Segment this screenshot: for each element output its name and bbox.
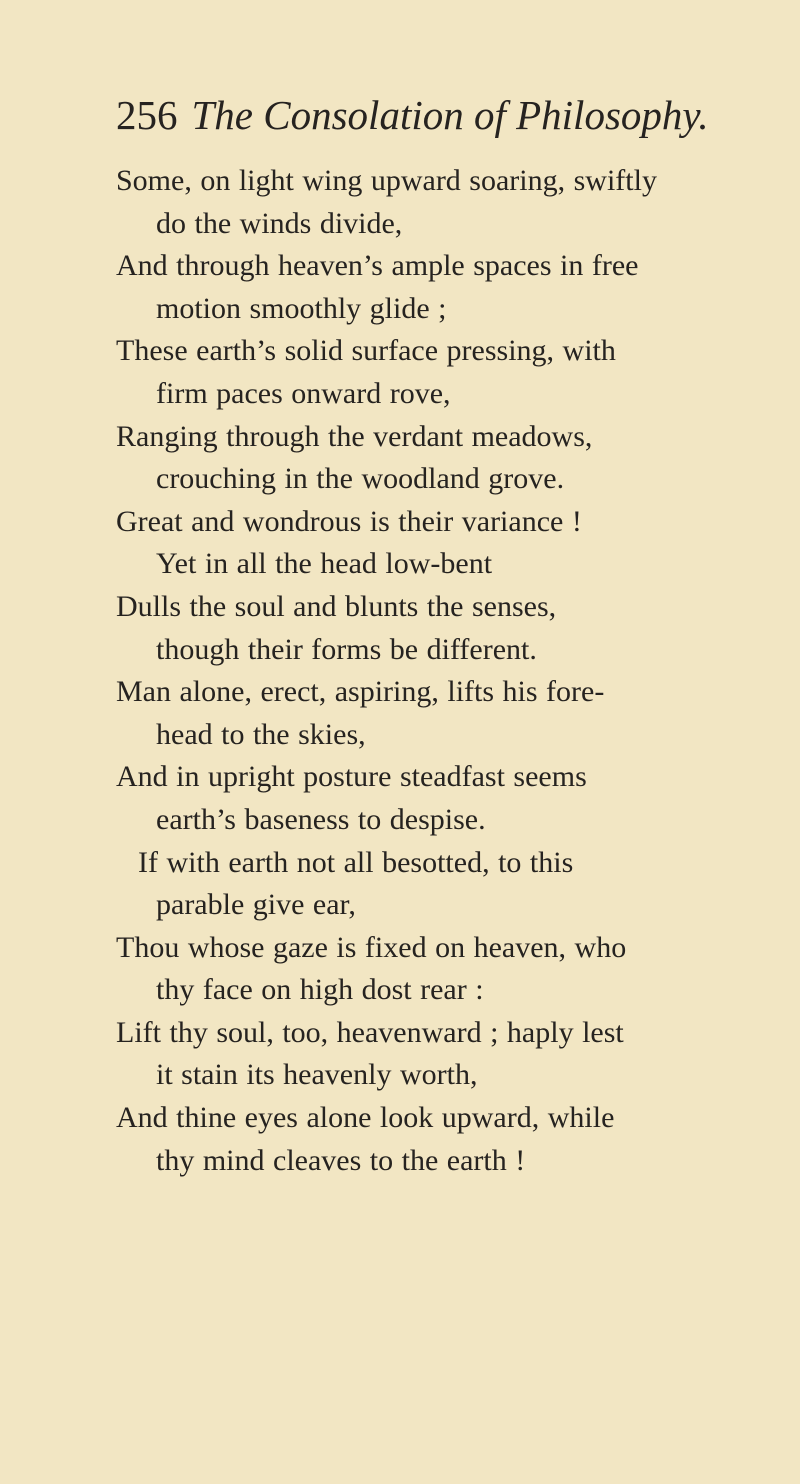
poem-line: And through heaven’s ample spaces in free: [116, 249, 639, 283]
poem-line: Ranging through the verdant meadows,: [116, 419, 593, 453]
poem-line: And thine eyes alone look upward, while: [116, 1101, 615, 1135]
poem-line: do the winds divide,: [156, 206, 403, 240]
poem-line: though their forms be different.: [156, 632, 537, 666]
poem-line: Thou whose gaze is fixed on heaven, who: [116, 930, 627, 964]
poem-line: it stain its heavenly worth,: [156, 1058, 478, 1092]
poem-line: thy face on high dost rear :: [156, 973, 484, 1007]
poem-line: These earth’s solid surface pressing, with: [116, 334, 616, 368]
poem-line: firm paces onward rove,: [156, 376, 451, 410]
poem-line: thy mind cleaves to the earth !: [156, 1143, 526, 1177]
poem-line: Man alone, erect, aspiring, lifts his fore-: [116, 675, 605, 709]
poem-line: If with earth not all besotted, to this: [138, 845, 574, 879]
poem-line: Dulls the soul and blunts the senses,: [116, 589, 557, 623]
poem-line: earth’s baseness to despise.: [156, 802, 486, 836]
poem-line: Great and wondrous is their variance !: [116, 504, 582, 538]
poem-line: parable give ear,: [156, 888, 356, 922]
poem-line: head to the skies,: [156, 717, 366, 751]
poem-line: And in upright posture steadfast seems: [116, 760, 587, 794]
page-header: [116, 90, 709, 140]
poem-line: Lift thy soul, too, heavenward ; haply lest: [116, 1015, 624, 1049]
poem-line: motion smoothly glide ;: [156, 291, 447, 325]
poem-line: Yet in all the head low-bent: [156, 547, 493, 581]
poem-line: Some, on light wing upward soaring, swiftly: [116, 164, 657, 197]
poem-text: [116, 160, 766, 1182]
poem-line: crouching in the woodland grove.: [156, 462, 565, 496]
page-number: 256: [116, 92, 178, 138]
running-title: The Consolation of Philosophy.: [191, 92, 709, 138]
